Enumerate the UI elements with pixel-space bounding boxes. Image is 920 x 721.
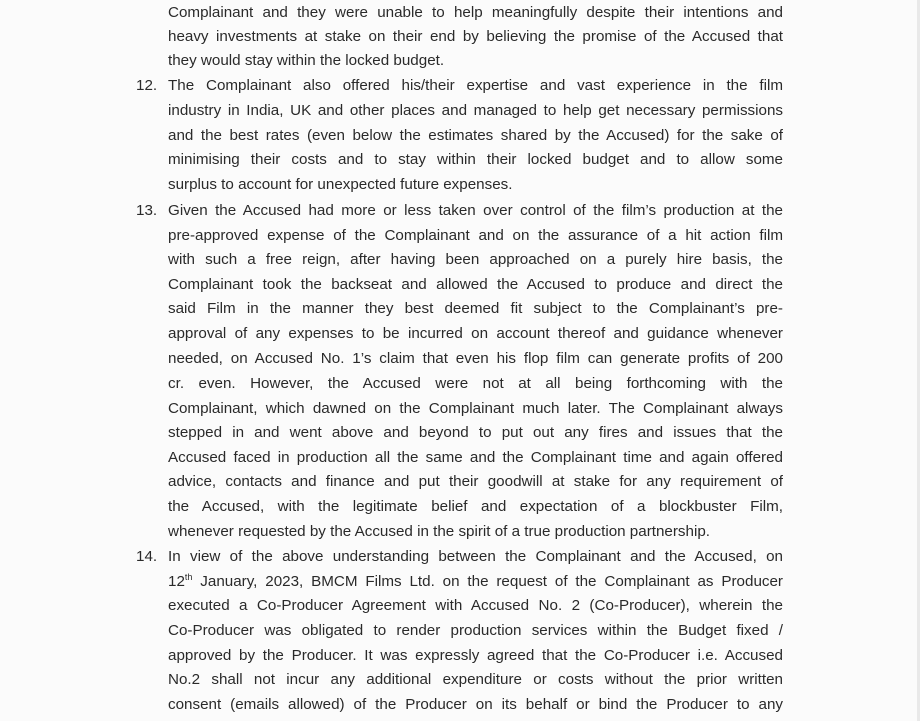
paragraph-line: needed, on Accused No. 1’s claim that even his flop film can generate profits of 200 [168,350,783,367]
paragraph-line: heavy investments at stake on their end by believing the promise of the Accused that [168,28,783,45]
paragraph-line: advice, contacts and finance and put their goodwill at stake for any requirement of [168,473,783,490]
paragraph-number: 14. [136,548,158,565]
paragraph-line: Complainant took the backseat and allowed the Accused to produce and direct the [168,276,783,293]
paragraph-line: with such a free reign, after having been approached on a purely hire basis, the [168,251,783,268]
paragraph-line: and the best rates (even below the estimates shared by the Accused) for the sake of [168,127,783,144]
paragraph-line: Accused faced in production all the same and the Complainant time and again offered [168,449,783,466]
paragraph-line: said Film in the manner they best deemed fit subject to the Complainant’s pre- [168,300,783,317]
paragraph-line: whenever requested by the Accused in the spirit of a true production partnership. [168,523,711,540]
paragraph-line: No.2 shall not incur any additional expenditure or costs without the prior written [168,671,783,688]
paragraph-line: Given the Accused had more or less taken over control of the film’s production at the [168,202,783,219]
date-day: 12 [168,573,185,590]
paragraph-line: pre-approved expense of the Complainant and on the assurance of a hit action film [168,227,783,244]
date-suffix: th [184,572,193,582]
paragraph-line: In view of the above understanding between the Complainant and the Accused, on [168,548,783,565]
paragraph-line: consent (emails allowed) of the Producer on its behalf or bind the Producer to any [168,696,783,713]
paragraph-line: Complainant, which dawned on the Complainant much later. The Complainant always [168,400,783,417]
paragraph-line: executed a Co-Producer Agreement with Accused No. 2 (Co-Producer), wherein the [168,597,783,614]
date-line-rest: January, 2023, BMCM Films Ltd. on the request of the Complainant as Producer [192,573,783,590]
paragraph-line: Complainant and they were unable to help meaningfully despite their intentions and [168,4,783,21]
paragraph-date-line [168,572,783,592]
paragraph-line: industry in India, UK and other places and managed to help get necessary permissions [168,102,783,119]
paragraph-line: cr. even. However, the Accused were not at all being forthcoming with the [168,375,783,392]
paragraph-line: Co-Producer was obligated to render production services within the Budget fixed / [168,622,783,639]
paragraph-line: approval of any expenses to be incurred on account thereof and guidance whenever [168,325,783,342]
paragraph-line: they would stay within the locked budget. [168,52,445,69]
paragraph-line: minimising their costs and to stay within their locked budget and to allow some [168,151,783,168]
paragraph-number: 12. [136,77,158,94]
paragraph-line: approved by the Producer. It was expressly agreed that the Co-Producer i.e. Accused [168,647,783,664]
paragraph-line: surplus to account for unexpected future expenses. [168,176,513,193]
paragraph-line: stepped in and went above and beyond to put out any fires and issues that the [168,424,783,441]
paragraph-number: 13. [136,202,158,219]
paragraph-line: The Complainant also offered his/their expertise and vast experience in the film [168,77,783,94]
paragraph-line: the Accused, with the legitimate belief and expectation of a blockbuster Film, [168,498,783,515]
